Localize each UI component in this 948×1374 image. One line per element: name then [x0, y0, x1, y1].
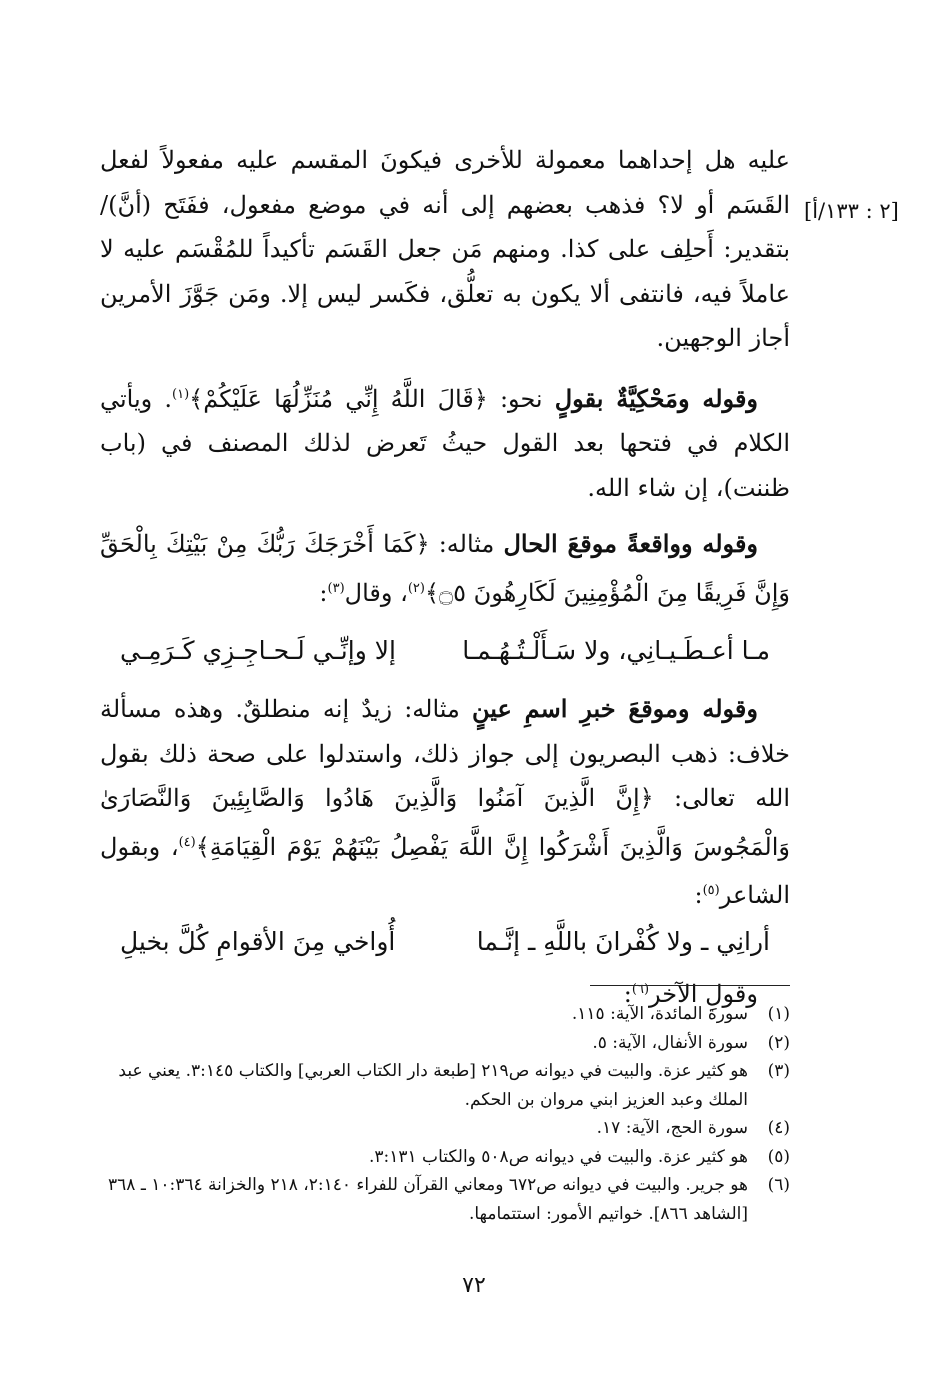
footnote-ref-1: (١) [172, 386, 190, 402]
footnote-number: (١) [767, 1004, 790, 1024]
marginal-reference: [٢ : ١٣٣/أ] [804, 199, 899, 223]
footnote-text: هو جرير. والبيت في ديوانه ص٦٧٢ ومعاني القرآن للفراء ٢:١٤٠، ٢١٨ والخزانة ١٠:٣٦٤ ـ ٣٦٨ [الشاهد ٨٦٦]. خواتيم الأمور: استتمامها. [108, 1175, 748, 1224]
footnote-number: (٢) [767, 1032, 790, 1053]
paragraph-2-text: نحو: ﴿قَالَ اللَّهُ إِنِّي مُنَزِّلُهَا عَلَيْكُمْ﴾ [189, 384, 555, 413]
footnote-item [90, 1171, 790, 1228]
footnote-text: سورة المائدة، الآية: ١١٥. [571, 1004, 748, 1024]
paragraph-2-lemma: وقوله ومَحْكِيَّةٌ بقولٍ [554, 383, 759, 413]
paragraph-2 [100, 373, 790, 511]
footnote-item [90, 1000, 790, 1029]
paragraph-5-text: وقولِ الآخر [649, 979, 758, 1008]
verse-1 [100, 627, 790, 675]
footnote-number: (٥) [767, 1146, 790, 1167]
footnote-number: (٣) [767, 1061, 790, 1081]
paragraph-4-text: مثاله: زيدٌ إنه منطلقٌ. وهذه مسألة خلاف: ذهب البصريون إلى جواز ذلك، واستدلوا على صحة ذلك بقول الله تعالى: ﴿إِنَّ الَّذِينَ آمَنُوا وَالَّذِينَ هَادُوا وَالصَّابِئِينَ وَالنَّصَارَىٰ وَالْمَجُوسَ وَالَّذِينَ أَشْرَكُوا إِنَّ اللَّهَ يَفْصِلُ بَيْنَهُمْ يَوْمَ الْقِيَامَةِ﴾ [100, 695, 790, 861]
footnote-ref-2: (٢) [407, 580, 425, 596]
verse-2 [100, 918, 790, 966]
paragraph-4-end: : [694, 881, 703, 909]
paragraph-3-end: : [319, 578, 328, 607]
footnote-text: سورة الحج، الآية: ١٧. [596, 1118, 748, 1138]
paragraph-3-lemma: وقوله وواقعةً موقعَ الحال [503, 529, 759, 558]
paragraph-2-tail: . ويأتي الكلام في فتحها بعد القول حيثُ تَعرض لذلك المصنف في (باب ظننت)، إن شاء الله. [100, 384, 790, 502]
verse-1-second-hemistich: إلا وإنِّـي لَـحـاجِـزِي كَـرَمِـي [120, 636, 396, 665]
paragraph-5-end: : [623, 979, 632, 1008]
footnote-divider [590, 985, 790, 986]
paragraph-1: عليه هل إحداهما معمولة للأخرى فيكونَ المقسم عليه مفعولاً لفعل القَسَم أو لا؟ فذهب بعضهم إلى أنه في موضع مفعول، ففَتَح (أنَّ)/ بتقدير: أَحلِف على كذا. ومنهم مَن جعل القَسَم تأكيداً للمُقْسَم عليه لا عاملاً فيه، فانتفى ألا يكون به تعلُّق، فكَسر ليس إلا. ومَن جَوَّزَ الأمرين أجاز الوجهين. [100, 146, 790, 352]
verse-2-second-hemistich: أُواخي مِنَ الأقوامِ كُلَّ بخيلِ [120, 926, 396, 956]
footnote-number: (٦) [767, 1175, 790, 1195]
footnote-item [90, 1114, 790, 1143]
footnote-text: سورة الأنفال، الآية: ٥. [592, 1032, 748, 1053]
footnote-item [90, 1143, 790, 1172]
paragraph-4-mid: ، وبقول الشاعر [100, 832, 790, 909]
footnote-number: (٤) [767, 1118, 790, 1138]
paragraph-3-text: مثاله: ﴿كَمَا أَخْرَجَكَ رَبُّكَ مِنْ بَيْتِكَ بِالْحَقِّ وَإِنَّ فَرِيقًا مِنَ الْمُؤْمِنِينَ لَكَارِهُونَ ۝٥﴾ [100, 530, 790, 607]
footnote-item [90, 1029, 790, 1058]
verse-1-first-hemistich: مـا أعـطَـيـانِي، ولا سَـأَلْـتُـهُـمـا [462, 636, 770, 665]
verse-2-first-hemistich: أرانِي ـ ولا كُفْرانَ باللَّهِ ـ إنَّـما [476, 926, 770, 956]
footnote-text: هو كثير عزة. والبيت في ديوانه ص٥٠٨ والكتاب ٣:١٣١. [368, 1146, 748, 1167]
page-body [100, 138, 790, 1018]
footnote-text: هو كثير عزة. والبيت في ديوانه ص٢١٩ [طبعة دار الكتاب العربي] والكتاب ٣:١٤٥. يعني عبد الملك وعبد العزيز ابني مروان بن الحكم. [118, 1061, 748, 1110]
footnote-ref-4: (٤) [178, 834, 196, 850]
footnotes [90, 1000, 790, 1228]
footnote-ref-6: (٦) [631, 981, 650, 997]
paragraph-4-lemma: وقوله وموقعَ خبرِ اسمِ عينٍ [472, 694, 758, 723]
paragraph-4 [100, 687, 790, 918]
footnote-ref-5: (٥) [702, 883, 720, 898]
paragraph-3-mid: ، وقال [344, 578, 408, 607]
page-number: ٧٢ [462, 1273, 486, 1298]
footnote-ref-3: (٣) [327, 580, 345, 596]
footnote-item [90, 1057, 790, 1114]
paragraph-3 [100, 522, 790, 615]
